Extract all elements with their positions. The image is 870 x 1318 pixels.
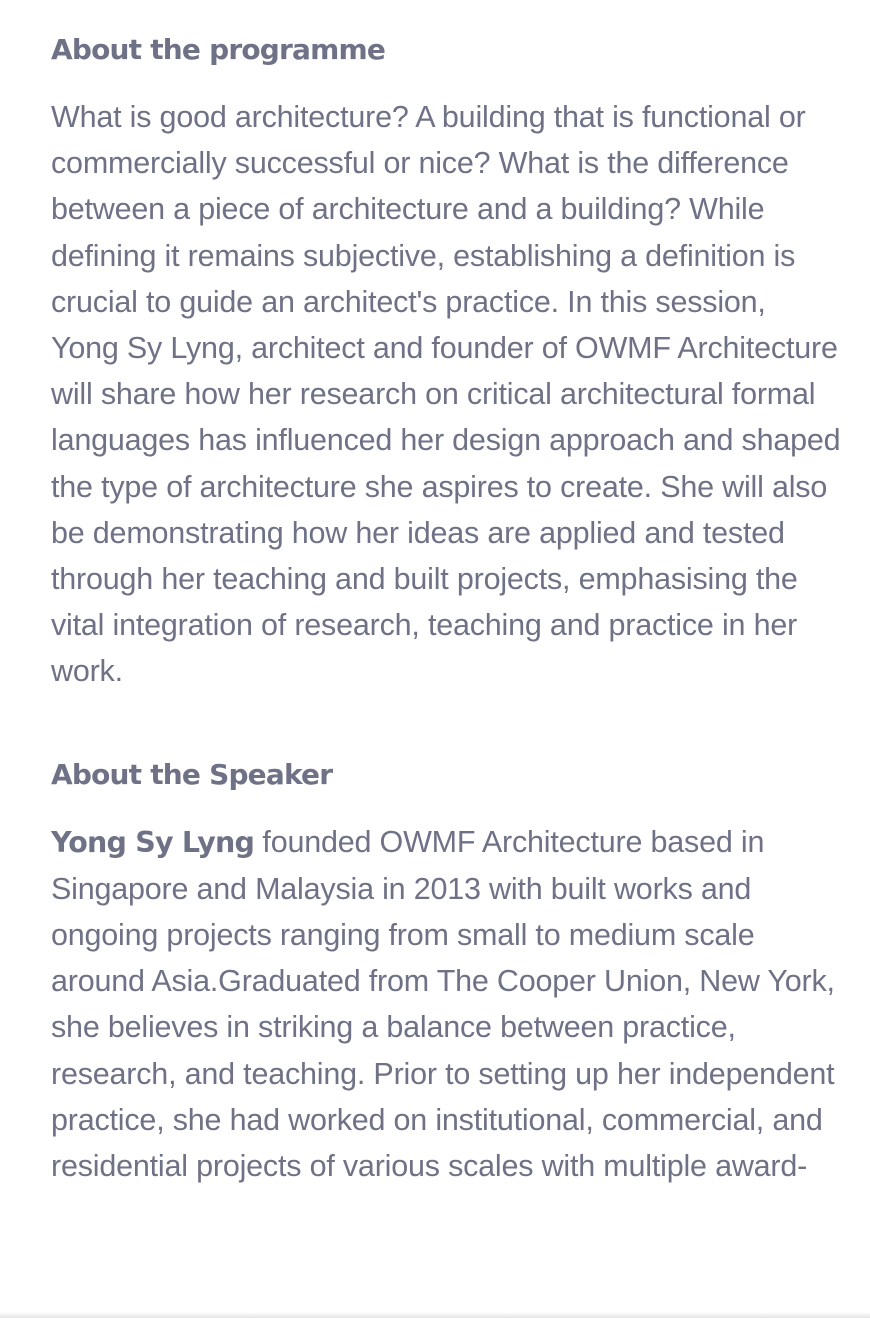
event-description bbox=[51, 28, 841, 1189]
about-programme-text: What is good architecture? A building that is functional or commercially successful or nice? What is the difference between a piece of architecture and a building? While defining it remains subjective, establishing a definition is crucial to guide an architect's practice. In this session, Yong Sy Lyng, architect and founder of OWMF Architecture will share how her research on critical architectural formal languages has influenced her design approach and shaped the type of architecture she aspires to create. She will also be demonstrating how her ideas are applied and tested through her teaching and built projects, emphasising the vital integration of research, teaching and practice in her work. bbox=[51, 100, 841, 689]
about-programme-heading: About the programme bbox=[51, 33, 386, 66]
about-speaker-heading: About the Speaker bbox=[51, 757, 333, 791]
bottom-edge-shadow bbox=[0, 1312, 870, 1318]
about-programme-section bbox=[51, 28, 841, 695]
about-speaker-section bbox=[51, 753, 841, 1190]
about-speaker-text bbox=[51, 819, 841, 1190]
speaker-name: Yong Sy Lyng bbox=[51, 825, 255, 859]
speaker-bio: founded OWMF Architecture based in Singapore and Malaysia in 2013 with built works and ongoing projects ranging from small to medium scale around Asia.Graduated from The Cooper Union, New York, she believes in striking a balance between practice, research, and teaching. Prior to setting up her independent practice, she had worked on institutional, commercial, and residential projects of various scales with multiple award- bbox=[51, 824, 835, 1184]
